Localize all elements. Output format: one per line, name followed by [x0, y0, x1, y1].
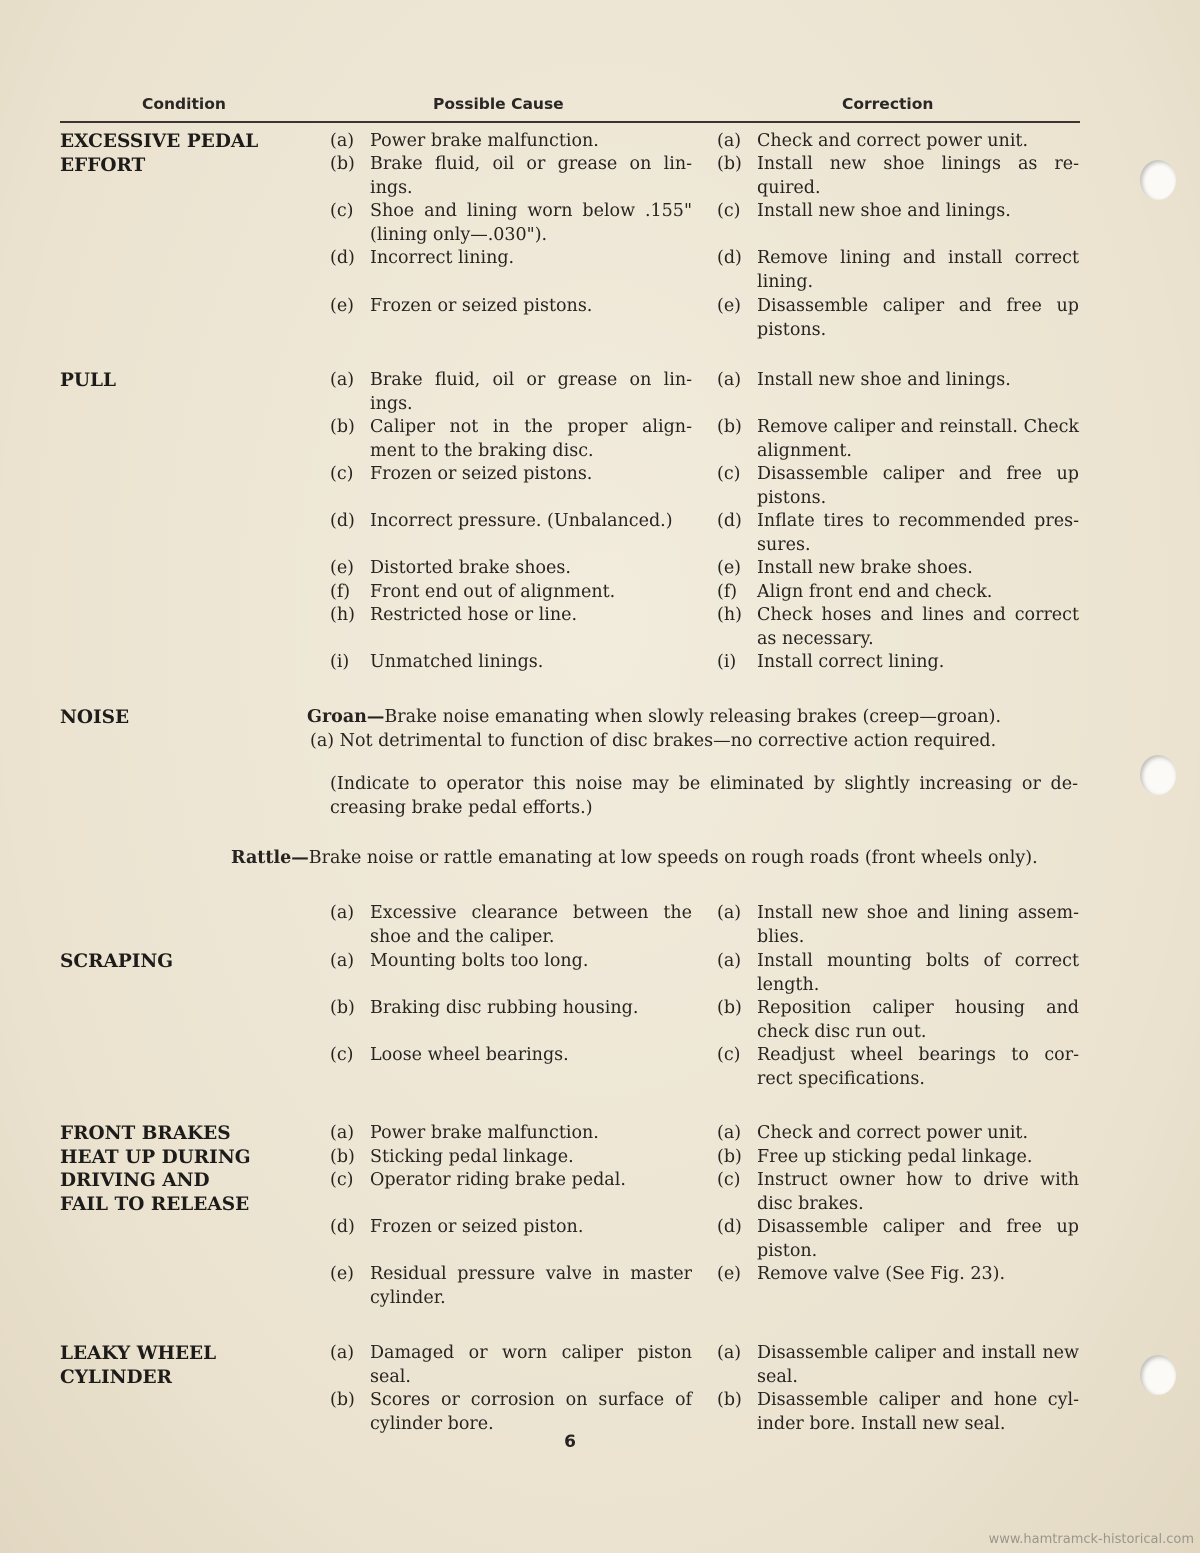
- condition-pull: PULL: [60, 370, 117, 391]
- pull-fix-d: (d) Inflate tires to recommended pres- sures.: [717, 511, 1079, 555]
- noise-groan-a: (a) Not detrimental to function of disc brakes—no corrective action required.: [310, 731, 997, 751]
- pull-fix-a: (a) Install new shoe and linings.: [717, 370, 1011, 390]
- pull-cause-i: (i) Unmatched linings.: [330, 652, 544, 672]
- page-number: 6: [564, 1432, 576, 1452]
- effort-cause-d: (d) Incorrect lining.: [330, 248, 515, 268]
- scraping-fix-b: (b) Reposition caliper housing and check disc run out.: [717, 998, 1079, 1042]
- effort-cause-b: (b) Brake fluid, oil or grease on lin- ings.: [330, 154, 692, 198]
- heat-fix-c: (c) Instruct owner how to drive with disc brakes.: [717, 1170, 1079, 1214]
- heat-cause-a: (a) Power brake malfunction.: [330, 1123, 599, 1143]
- heat-cause-d: (d) Frozen or seized piston.: [330, 1217, 584, 1237]
- pull-cause-c: (c) Frozen or seized pistons.: [330, 464, 593, 484]
- rattle-fix-a: (a) Install new shoe and lining assem- blies.: [717, 903, 1079, 947]
- heat-cause-c: (c) Operator riding brake pedal.: [330, 1170, 626, 1190]
- scraping-fix-a: (a) Install mounting bolts of correct length.: [717, 951, 1079, 995]
- groan-text: Brake noise emanating when slowly releasing brakes (creep—groan).: [384, 707, 1002, 727]
- pull-fix-h: (h) Check hoses and lines and correct as necessary.: [717, 605, 1079, 649]
- leaky-fix-a: (a) Disassemble caliper and install new seal.: [717, 1343, 1079, 1387]
- scraping-fix-c: (c) Readjust wheel bearings to cor- rect specifications.: [717, 1045, 1079, 1089]
- pull-cause-a: (a) Brake fluid, oil or grease on lin- ings.: [330, 370, 692, 414]
- heat-fix-e: (e) Remove valve (See Fig. 23).: [717, 1264, 1006, 1284]
- noise-note: (Indicate to operator this noise may be eliminated by slightly increasing or de- creasing brake pedal efforts.): [330, 774, 1078, 818]
- effort-cause-c: (c) Shoe and lining worn below .155" (lining only—.030").: [330, 201, 692, 245]
- header-possible-cause: Possible Cause: [433, 95, 564, 113]
- scraping-cause-b: (b) Braking disc rubbing housing.: [330, 998, 639, 1018]
- pull-fix-e: (e) Install new brake shoes.: [717, 558, 973, 578]
- header-rule: [60, 121, 1080, 123]
- effort-fix-d: (d) Remove lining and install correct lining.: [717, 248, 1079, 292]
- pull-cause-h: (h) Restricted hose or line.: [330, 605, 578, 625]
- scraping-cause-c: (c) Loose wheel bearings.: [330, 1045, 569, 1065]
- leaky-cause-a: (a) Damaged or worn caliper piston seal.: [330, 1343, 692, 1387]
- groan-label: Groan—: [307, 707, 385, 727]
- rattle-text: Brake noise or rattle emanating at low speeds on rough roads (front wheels only).: [308, 848, 1038, 868]
- punch-hole-middle: [1140, 755, 1176, 795]
- heat-fix-b: (b) Free up sticking pedal linkage.: [717, 1147, 1033, 1167]
- watermark: www.hamtramck-historical.com: [988, 1532, 1194, 1547]
- pull-cause-b: (b) Caliper not in the proper align- ment to the braking disc.: [330, 417, 692, 461]
- heat-cause-b: (b) Sticking pedal linkage.: [330, 1147, 574, 1167]
- scraping-cause-a: (a) Mounting bolts too long.: [330, 951, 589, 971]
- pull-fix-c: (c) Disassemble caliper and free up pistons.: [717, 464, 1079, 508]
- pull-cause-d: (d) Incorrect pressure. (Unbalanced.): [330, 511, 673, 531]
- rattle-label: Rattle—: [231, 848, 309, 868]
- effort-fix-b: (b) Install new shoe linings as re- quired.: [717, 154, 1079, 198]
- noise-groan: [307, 706, 1047, 730]
- pull-cause-f: (f) Front end out of alignment.: [330, 582, 616, 602]
- header-condition: Condition: [142, 95, 226, 113]
- punch-hole-top: [1140, 160, 1176, 200]
- effort-cause-a: (a) Power brake malfunction.: [330, 131, 599, 151]
- pull-fix-i: (i) Install correct lining.: [717, 652, 945, 672]
- effort-cause-e: (e) Frozen or seized pistons.: [330, 296, 593, 316]
- pull-cause-e: (e) Distorted brake shoes.: [330, 558, 571, 578]
- pull-fix-b: (b) Remove caliper and reinstall. Check alignment.: [717, 417, 1079, 461]
- pull-fix-f: (f) Align front end and check.: [717, 582, 993, 602]
- punch-hole-bottom: [1140, 1355, 1176, 1395]
- heat-fix-a: (a) Check and correct power unit.: [717, 1123, 1029, 1143]
- condition-excessive-pedal-effort: EXCESSIVE PEDAL EFFORT: [60, 131, 259, 176]
- effort-fix-c: (c) Install new shoe and linings.: [717, 201, 1011, 221]
- condition-front-brakes-heat-up: FRONT BRAKES HEAT UP DURING DRIVING AND FAIL TO RELEASE: [60, 1123, 251, 1215]
- condition-leaky-wheel-cylinder: LEAKY WHEEL CYLINDER: [60, 1343, 217, 1388]
- noise-rattle: [231, 847, 1091, 871]
- header-correction: Correction: [842, 95, 934, 113]
- leaky-fix-b: (b) Disassemble caliper and hone cyl- inder bore. Install new seal.: [717, 1390, 1079, 1434]
- effort-fix-e: (e) Disassemble caliper and free up pistons.: [717, 296, 1079, 340]
- condition-noise: NOISE: [60, 707, 130, 728]
- rattle-cause-a: (a) Excessive clearance between the shoe and the caliper.: [330, 903, 692, 947]
- heat-fix-d: (d) Disassemble caliper and free up piston.: [717, 1217, 1079, 1261]
- effort-fix-a: (a) Check and correct power unit.: [717, 131, 1029, 151]
- condition-scraping: SCRAPING: [60, 951, 174, 972]
- heat-cause-e: (e) Residual pressure valve in master cylinder.: [330, 1264, 692, 1308]
- leaky-cause-b: (b) Scores or corrosion on surface of cylinder bore.: [330, 1390, 692, 1434]
